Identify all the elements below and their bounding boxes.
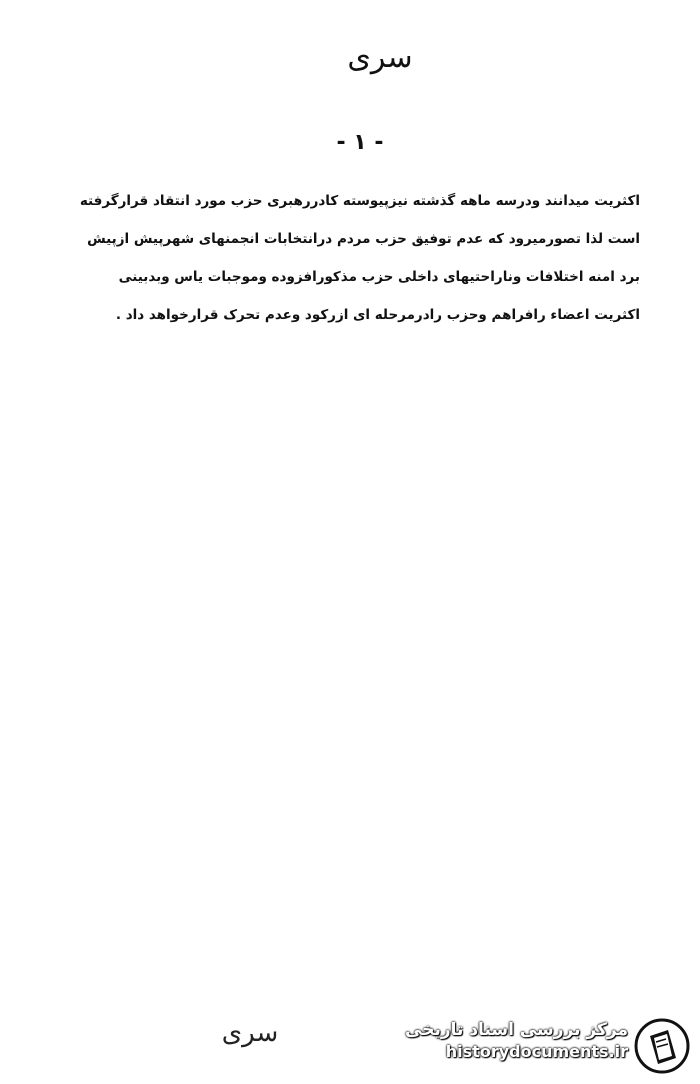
paragraph-line: اکثریت اعضاء رافراهم وحزب رادرمرحله ای ازرکود وعدم تحرک قرارخواهد داد . (115, 307, 640, 323)
watermark (390, 1014, 690, 1078)
watermark-title: مرکز بررسی اسناد تاریخی (405, 1020, 628, 1040)
classification-heading: سری (347, 40, 413, 75)
classification-footer: سری (221, 1018, 279, 1048)
page-number: - ۱ - (336, 130, 384, 155)
watermark-text (405, 1020, 628, 1061)
paragraph-line: است لذا تصورمیرود که عدم توفیق حزب مردم درانتخابات انجمنهای شهرپیش ازپیش (87, 231, 640, 247)
paragraph-line: اکثریت میدانند ودرسه ماهه گذشته نیزپیوسته کادررهبری حزب مورد انتقاد قرارگرفته (79, 193, 640, 209)
body-paragraph (42, 182, 640, 334)
paragraph-line: برد امنه اختلافات وناراحتیهای داخلی حزب مذکورافزوده وموجبات یاس وبدبینی (118, 269, 640, 285)
book-logo-icon (634, 1018, 690, 1074)
watermark-url: historydocuments.ir (445, 1042, 628, 1061)
